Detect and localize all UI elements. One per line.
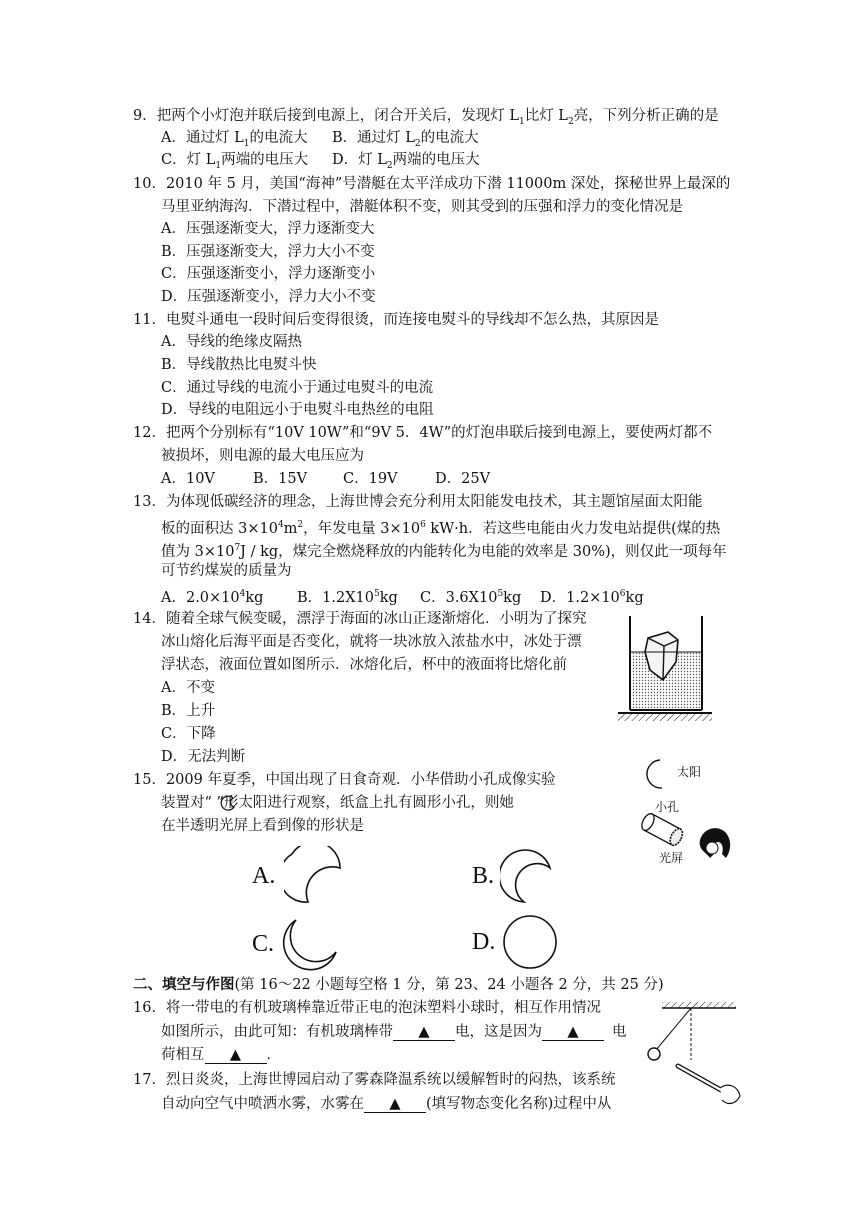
q14-line1: 14．随着全球气候变暖，漂浮于海面的冰山正逐渐熔化．小明为了探究 xyxy=(133,611,587,627)
q13-line4: 可节约煤炭的质量为 xyxy=(161,563,292,579)
q16-line3: 荷相互 ▲ ． xyxy=(161,1047,281,1063)
q13-option-c: C．$3.6X10^5kg$ xyxy=(420,589,522,606)
q11-option-c: C．通过导线的电流小于通过电熨斗的电流 xyxy=(161,380,434,396)
q9-option-b: B．通过灯 $L_2$的电流大 xyxy=(332,130,479,149)
choice-a-label: A. xyxy=(252,863,276,889)
q13-option-a: A．$2.0\times 10^4kg$ xyxy=(161,589,264,606)
q14-line3: 浮状态，液面位置如图所示．冰熔化后，杯中的液面将比熔化前 xyxy=(161,657,567,673)
q14-line2: 冰山熔化后海平面是否变化，就将一块冰放入浓盐水中，冰处于漂 xyxy=(161,634,582,650)
q10-line2: 马里亚纳海沟．下潜过程中，潜艇体积不变，则其受到的压强和浮力的变化情况是 xyxy=(161,199,683,215)
choice-c-label: C. xyxy=(252,931,275,957)
q14-option-b: B．上升 xyxy=(161,703,216,719)
charged-rod-ball-figure xyxy=(636,1000,744,1110)
q11-option-d: D．导线的电阻远小于电熨斗电热丝的电阻 xyxy=(161,402,434,418)
q10-option-d: D．压强逐渐变小，浮力大小不变 xyxy=(161,289,376,305)
q10-option-c: C．压强逐渐变小，浮力逐渐变小 xyxy=(161,266,376,282)
q12-option-b: B．15V xyxy=(253,471,308,487)
q11-line1: 11．电熨斗通电一段时间后变得很烫，而连接电熨斗的导线却不怎么热，其原因是 xyxy=(133,312,659,328)
section-2-heading: 二、填空与作图(第 16～22 小题每空格 1 分，第 23、24 小题各 2 分，共 25 分) xyxy=(133,976,664,993)
q12-option-d: D．25V xyxy=(435,471,491,487)
q12-option-a: A．10V xyxy=(161,471,215,487)
q16-line1: 16．将一带电的有机玻璃棒靠近带正电的泡沫塑料小球时，相互作用情况 xyxy=(133,1000,601,1016)
choice-d-shape xyxy=(500,912,560,972)
q16-line2: 如图所示，由此可知：有机玻璃棒带 ▲ 电，这是因为 ▲ 电 xyxy=(161,1024,627,1040)
q14-option-c: C．下降 xyxy=(161,726,216,742)
eclipse-sun-symbol-icon xyxy=(219,794,239,812)
q12-line2: 被损坏，则电源的最大电压应为 xyxy=(161,448,364,464)
q12-line1: 12．把两个分别标有“10V 10W”和“9V 5．4W”的灯泡串联后接到电源上，要使两灯都不 xyxy=(133,425,713,441)
choice-d-label: D. xyxy=(472,929,496,955)
q15-line2: 装置对“ ”形太阳进行观察，纸盒上扎有圆形小孔，则她 xyxy=(161,795,514,811)
choice-a-shape xyxy=(284,846,354,908)
q11-option-b: B．导线散热比电熨斗快 xyxy=(161,357,317,373)
label-screen: 光屏 xyxy=(659,851,684,865)
q16-blank-1[interactable]: ▲ xyxy=(393,1024,455,1041)
choice-b-label: B. xyxy=(472,863,495,889)
q15-line1: 15．2009 年夏季，中国出现了日食奇观．小华借助小孔成像实验 xyxy=(133,772,556,788)
q17-line2: 自动向空气中喷洒水雾，水雾在 ▲ (填写物态变化名称)过程中从 xyxy=(161,1096,612,1112)
q9-option-c: C．灯 $L_1$两端的电压大 xyxy=(161,152,309,171)
choice-c-shape xyxy=(282,912,346,974)
q13-line1: 13．为体现低碳经济的理念，上海世博会充分利用太阳能发电技术，其主题馆屋面太阳能 xyxy=(133,494,703,510)
q13-option-d: D．$1.2\times 10^6kg$ xyxy=(540,589,644,606)
q11-option-a: A．导线的绝缘皮隔热 xyxy=(161,334,302,350)
q10-option-b: B．压强逐渐变大，浮力大小不变 xyxy=(161,244,375,260)
choice-b-shape xyxy=(500,846,562,906)
q13-line3: 值为 $3\times 10^7J$ / kg，煤完全燃烧释放的内能转化为电能的效率是 30%)，则仅此一项每年 xyxy=(161,543,727,560)
q15-line3: 在半透明光屏上看到像的形状是 xyxy=(161,818,364,834)
q10-option-a: A．压强逐渐变大，浮力逐渐变大 xyxy=(161,221,375,237)
q9-option-a: A．通过灯 $L_1$的电流大 xyxy=(161,130,308,149)
q13-option-b: B．$1.2X10^5kg$ xyxy=(297,589,398,606)
q12-option-c: C．19V xyxy=(343,471,398,487)
q17-blank-1[interactable]: ▲ xyxy=(364,1096,426,1113)
q13-line2: 板的面积达 $3\times 10^4m^2$，年发电量 $3\times 10^6$ kW·h．若这些电能由火力发电站提供(煤的热 xyxy=(161,520,721,537)
q16-blank-2[interactable]: ▲ xyxy=(542,1024,604,1041)
q9-option-d: D．灯 $L_2$两端的电压大 xyxy=(332,152,480,171)
label-sun: 太阳 xyxy=(677,765,702,779)
q14-option-a: A．不变 xyxy=(161,680,215,696)
q16-blank-3[interactable]: ▲ xyxy=(205,1047,267,1064)
q14-option-d: D．无法判断 xyxy=(161,749,246,765)
label-pinhole: 小孔 xyxy=(655,800,680,814)
q17-line1: 17．烈日炎炎，上海世博园启动了雾森降温系统以缓解暂时的闷热，该系统 xyxy=(133,1072,616,1088)
q10-line1: 10．2010 年 5 月，美国“海神”号潜艇在太平洋成功下潜 11000m 深处，探秘世界上最深的 xyxy=(133,176,731,192)
q9-stem: 9．把两个小灯泡并联后接到电源上，闭合开关后，发现灯 $L_1$比灯 $L_2$亮，下列分析正确的是 xyxy=(133,108,719,127)
ice-beaker-figure xyxy=(608,610,720,726)
